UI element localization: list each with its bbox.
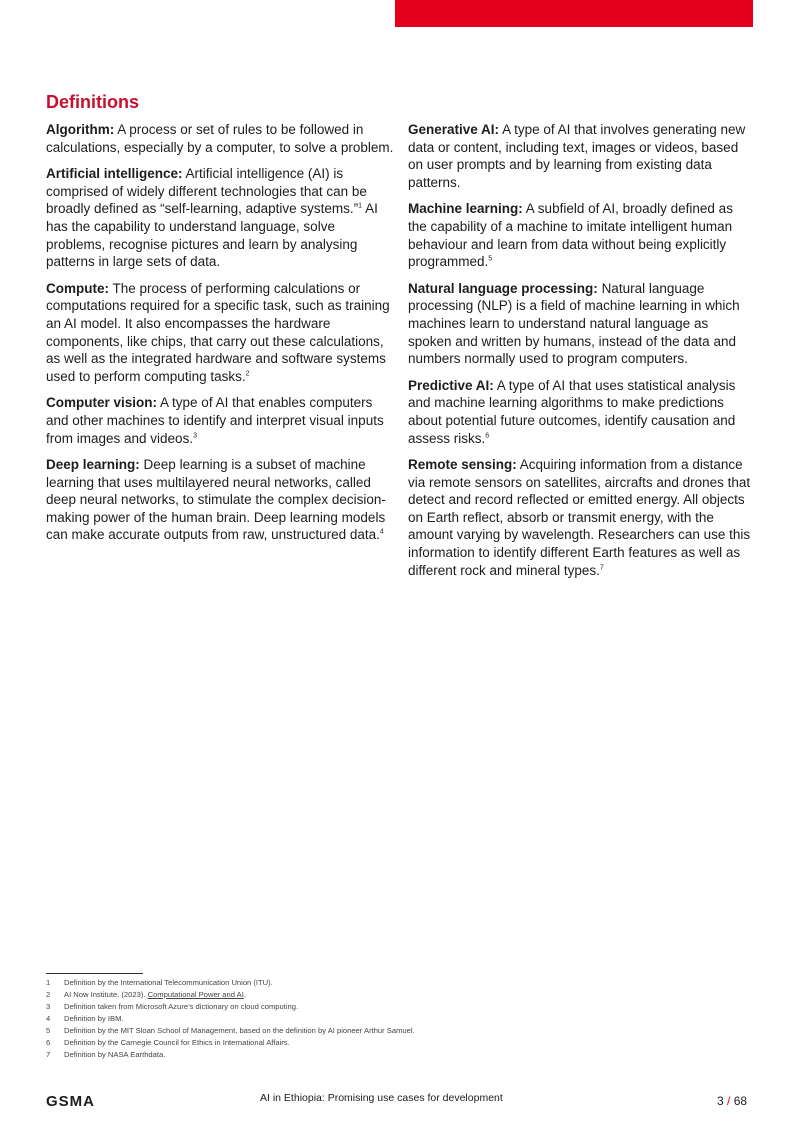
footnote-text: Definition by the MIT Sloan School of Management, based on the definition by AI pioneer Arthur Samuel. bbox=[64, 1026, 415, 1035]
definition-generative-ai bbox=[408, 121, 754, 191]
definition-compute bbox=[46, 280, 394, 386]
definition-natural-language-processing bbox=[408, 280, 754, 368]
definition-term: Natural language processing: bbox=[408, 280, 598, 296]
footnote-ref[interactable]: 7 bbox=[599, 564, 604, 572]
definition-term: Deep learning: bbox=[46, 457, 140, 473]
definition-body: The process of performing calculations or computations required for a specific task, such as training an AI model. It also encompasses the hardware components, like chips, that carry out these calculations, as well as the integrated hardware and software systems used to perform computing tasks. bbox=[46, 280, 390, 384]
document-title: AI in Ethiopia: Promising use cases for development bbox=[260, 1092, 503, 1104]
definition-remote-sensing bbox=[408, 456, 754, 579]
footnotes bbox=[46, 977, 746, 1061]
footnote-ref[interactable]: 3 bbox=[193, 432, 197, 439]
definition-body: Artificial intelligence (AI) is comprised of widely different technologies that can be broadly defined as “self-learning, adaptive systems.” bbox=[46, 166, 367, 217]
definition-body: Natural language processing (NLP) is a field of machine learning in which machines learn to understand natural language as spoken and written by humans, instead of the data and numbers normally used to program computers. bbox=[408, 280, 740, 367]
gsma-logo: GSMA bbox=[46, 1093, 95, 1110]
footnote bbox=[46, 1049, 746, 1061]
definition-algorithm bbox=[46, 121, 394, 156]
footnote-ref[interactable]: 4 bbox=[379, 528, 384, 536]
footnote-ref[interactable]: 5 bbox=[488, 255, 493, 263]
footnote-text: Definition by IBM. bbox=[64, 1014, 124, 1023]
footnote-ref[interactable]: 2 bbox=[245, 370, 250, 378]
footnote-number: 2 bbox=[46, 990, 51, 999]
definitions-left-column bbox=[46, 121, 394, 553]
definition-term: Generative AI: bbox=[408, 122, 500, 137]
footnote bbox=[46, 977, 746, 989]
footnote-number: 6 bbox=[46, 1038, 51, 1047]
footnote bbox=[46, 1037, 746, 1049]
definition-term: Remote sensing: bbox=[408, 457, 517, 473]
footnote-text: Definition by the Carnegie Council for Ethics in International Affairs. bbox=[64, 1038, 290, 1047]
definition-body: A type of AI that enables computers and other machines to identify and interpret visual inputs from images and videos. bbox=[46, 395, 384, 446]
footnote-number: 4 bbox=[46, 1014, 51, 1023]
definition-computer-vision bbox=[46, 394, 394, 447]
footnote-number: 7 bbox=[46, 1050, 51, 1059]
definition-term: Computer vision: bbox=[46, 395, 158, 411]
footnote-text: Definition by NASA Earthdata. bbox=[64, 1050, 166, 1059]
footnote-number: 3 bbox=[46, 1002, 51, 1011]
definition-term: Algorithm: bbox=[46, 122, 115, 137]
footnote-text: AI Now Institute. (2023). bbox=[64, 990, 146, 999]
footnote-text: Definition taken from Microsoft Azure’s dictionary on cloud computing. bbox=[64, 1002, 299, 1011]
footnote-ref[interactable]: 6 bbox=[485, 432, 490, 439]
definition-body: A type of AI that involves generating new data or content, including text, images or videos, based on user prompts and by learning from existing data patterns. bbox=[408, 122, 746, 190]
definition-deep-learning bbox=[46, 456, 394, 544]
page-total: 68 bbox=[733, 1094, 748, 1108]
top-accent-bar bbox=[395, 0, 753, 27]
footnote-divider bbox=[46, 973, 143, 974]
definition-body: A type of AI that uses statistical analysis and machine learning algorithms to make predictions about potential future outcomes, identify causation and assess risks. bbox=[408, 377, 736, 446]
definition-artificial-intelligence bbox=[46, 165, 394, 271]
definition-term: Predictive AI: bbox=[408, 377, 494, 393]
footnote-text: Definition by the International Telecommunication Union (ITU). bbox=[64, 978, 273, 987]
definition-machine-learning bbox=[408, 200, 754, 270]
definition-body: A subfield of AI, broadly defined as the capability of a machine to imitate intelligent human behaviour and learn from data without being explicitly programmed. bbox=[408, 201, 733, 270]
footnote-link[interactable]: Computational Power and AI bbox=[147, 990, 244, 999]
page-separator: / bbox=[727, 1094, 731, 1108]
page-number bbox=[717, 1094, 747, 1108]
definition-body: Deep learning is a subset of machine learning that uses multilayered neural networks, called deep neural networks, to stimulate the complex decision-making power of the human brain. Deep learning models can make accurate outputs from raw, unstructured data. bbox=[46, 457, 386, 543]
footnote-number: 1 bbox=[46, 978, 51, 987]
definition-body-continued: AI has the capability to understand language, solve problems, recognise pictures and learn by analysing patterns in large sets of data. bbox=[46, 201, 378, 270]
definition-predictive-ai bbox=[408, 377, 754, 447]
footnote-text-end: . bbox=[243, 990, 246, 999]
footnote bbox=[46, 989, 746, 1001]
footnote bbox=[46, 1025, 746, 1037]
page-current: 3 bbox=[717, 1094, 724, 1108]
definitions-right-column bbox=[408, 121, 754, 588]
footnote-number: 5 bbox=[46, 1026, 51, 1035]
definition-term: Compute: bbox=[46, 280, 109, 296]
footnote-ref[interactable]: 1 bbox=[358, 202, 363, 210]
definition-term: Machine learning: bbox=[408, 201, 523, 217]
definition-body: A process or set of rules to be followed in calculations, especially by a computer, to solve a problem. bbox=[46, 122, 394, 155]
page-heading: Definitions bbox=[46, 92, 139, 112]
footnote bbox=[46, 1013, 746, 1025]
definition-body: Acquiring information from a distance via remote sensors on satellites, aircrafts and drones that detect and record reflected or emitted energy. All objects on Earth reflect, absorb or transmit energy, with the amount varying by wavelength. Researchers can use this information to identify different Earth features as well as different rock and mineral types. bbox=[408, 457, 751, 578]
footnote bbox=[46, 1001, 746, 1013]
definition-term: Artificial intelligence: bbox=[46, 166, 183, 182]
